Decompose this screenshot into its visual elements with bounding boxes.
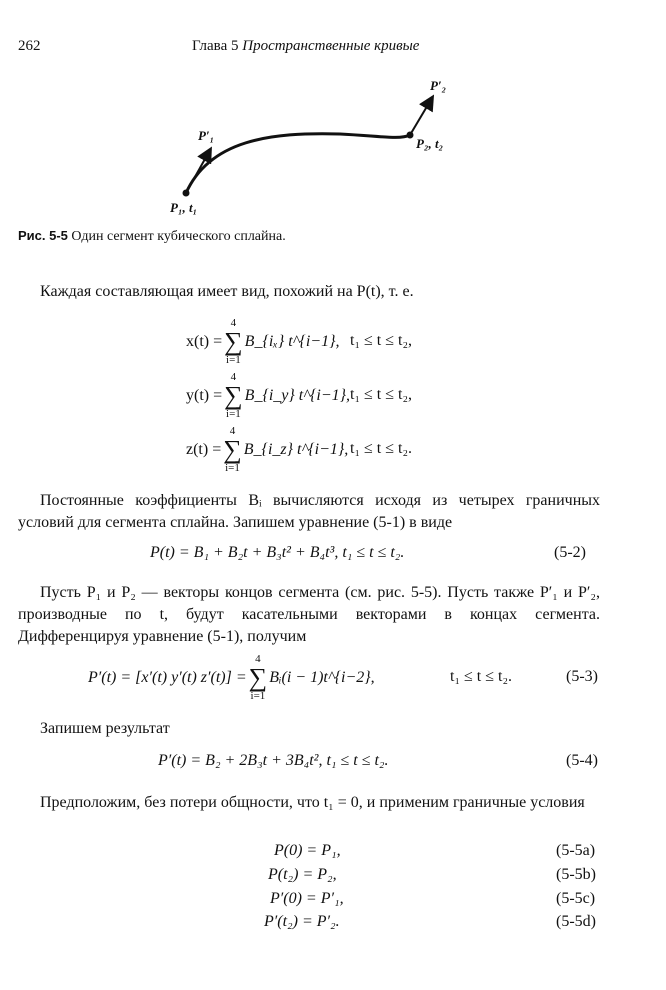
sum-symbol: ∑: [248, 663, 268, 692]
paragraph-coefficients: Постоянные коэффициенты Bᵢ вычисляются исходя из четырех граничных условий для сегмента сплайна. Запишем уравнение (5-1) в виде: [18, 492, 600, 531]
equation-y-range: t₁ ≤ t ≤ t₂,: [350, 386, 413, 403]
sum-lower-limit: i=1: [226, 354, 241, 366]
sum-upper-limit: 4: [230, 317, 237, 329]
label-end-point: P₂, t₂: [416, 136, 444, 151]
spline-segment-figure: [150, 70, 470, 230]
equation-5-3-rhs: Bᵢ(i − 1)t^{i−2},: [269, 669, 375, 686]
start-tangent-arrow: [186, 150, 210, 193]
equation-5-5d: P′(t₂) = P′₂.: [264, 913, 340, 930]
sum-lower-limit: i=1: [250, 690, 266, 702]
paragraph-endpoints: Пусть P₁ и P₂ — векторы концов сегмента (см. рис. 5-5). Пусть также P′₁ и P′₂, производные по t, будут касательными векторами в концах сегмента. Дифференцируя уравнение (5-1), получим: [18, 584, 600, 645]
equation-z-range: t₁ ≤ t ≤ t₂.: [350, 440, 413, 457]
equation-5-5c: P′(0) = P′₁,: [270, 890, 344, 907]
spline-curve: [186, 134, 410, 193]
equation-y: [186, 370, 350, 422]
equation-x: [186, 316, 339, 368]
equation-x-range: t₁ ≤ t ≤ t₂,: [350, 332, 413, 349]
equation-5-2-number: (5-2): [554, 544, 586, 561]
equation-5-3-number: (5-3): [566, 668, 598, 685]
sum-symbol: ∑: [224, 381, 243, 410]
paragraph-result: Запишем результат: [40, 720, 170, 737]
equation-5-5b-number: (5-5b): [556, 866, 596, 883]
sum-upper-limit: 4: [230, 371, 237, 383]
chapter-title: Пространственные кривые: [242, 38, 420, 54]
sum-symbol: ∑: [223, 435, 242, 464]
equation-y-term: B_{i_y} t^{i−1},: [244, 387, 351, 404]
equation-z-term: B_{i_z} t^{i−1},: [243, 441, 349, 458]
equation-5-5d-number: (5-5d): [556, 913, 596, 930]
equation-x-lhs: x(t) =: [186, 333, 223, 350]
page-number: 262: [18, 38, 41, 54]
figure-caption: [18, 228, 286, 245]
chapter-label: Глава 5: [192, 38, 239, 54]
equation-5-3: [88, 652, 375, 704]
equation-z: [186, 424, 348, 476]
label-p2-tangent: P′₂: [430, 78, 447, 93]
label-start-point: P₁, t₁: [170, 200, 198, 215]
equation-5-5c-number: (5-5c): [556, 890, 596, 907]
equation-5-4: P′(t) = B₂ + 2B₃t + 3B₄t², t₁ ≤ t ≤ t₂.: [158, 752, 389, 769]
summation-z: [223, 426, 242, 474]
running-header: [192, 38, 419, 55]
summation-y: [224, 372, 243, 420]
summation-x: [224, 318, 243, 366]
equation-5-2: P(t) = B₁ + B₂t + B₃t² + B₄t³, t₁ ≤ t ≤ t₂.: [150, 544, 405, 561]
caption-text: Один сегмент кубического сплайна.: [71, 229, 286, 244]
sum-lower-limit: i=1: [226, 408, 241, 420]
sum-upper-limit: 4: [229, 425, 236, 437]
sum-upper-limit: 4: [255, 653, 261, 665]
equation-5-3-range: t₁ ≤ t ≤ t₂.: [450, 668, 513, 685]
equation-5-4-number: (5-4): [566, 752, 598, 769]
end-tangent-arrow: [410, 98, 432, 135]
label-p1-tangent: P′₁: [198, 128, 215, 143]
figure-number: Рис. 5-5: [18, 228, 68, 243]
equation-5-5a-number: (5-5a): [556, 842, 596, 859]
equation-5-5a: P(0) = P₁,: [274, 842, 341, 859]
summation-5-3: [249, 654, 268, 702]
paragraph-boundary-conditions: Предположим, без потери общности, что t₁ = 0, и применим граничные условия: [40, 794, 585, 811]
paragraph-components: Каждая составляющая имеет вид, похожий на P(t), т. е.: [40, 283, 414, 300]
sum-symbol: ∑: [224, 327, 243, 356]
equation-5-3-lhs: P′(t) = [x′(t) y′(t) z′(t)] =: [88, 669, 247, 686]
equation-y-lhs: y(t) =: [186, 387, 223, 404]
equation-z-lhs: z(t) =: [186, 441, 222, 458]
sum-lower-limit: i=1: [225, 462, 240, 474]
equation-x-term: B_{iₓ} t^{i−1},: [244, 333, 340, 350]
equation-5-5b: P(t₂) = P₂,: [268, 866, 337, 883]
